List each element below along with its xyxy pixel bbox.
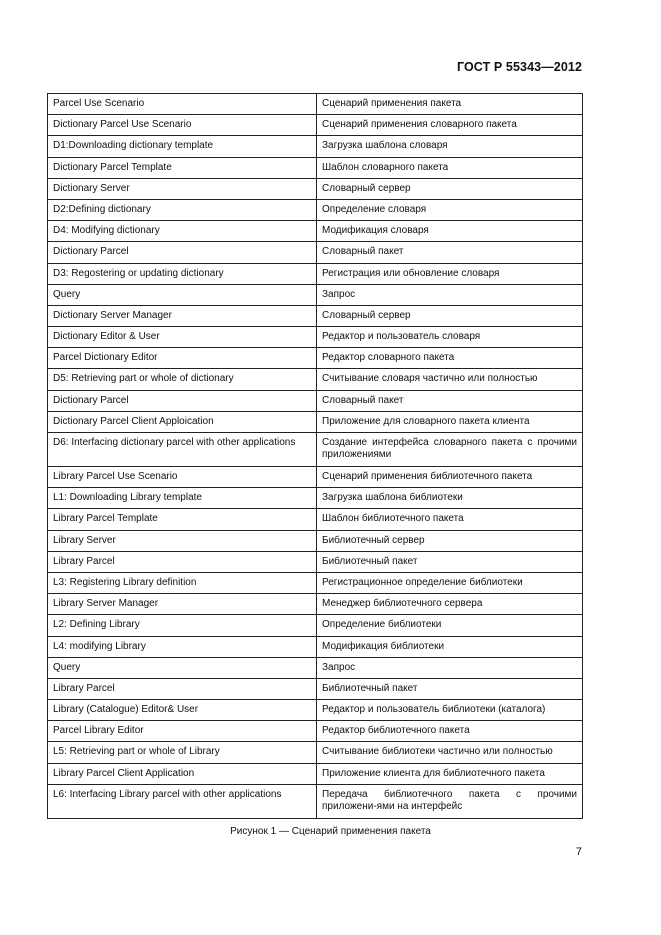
table-row (48, 488, 583, 509)
russian-term: Загрузка шаблона библиотеки (317, 488, 583, 509)
table-row (48, 530, 583, 551)
russian-term: Менеджер библиотечного сервера (317, 594, 583, 615)
page-number: 7 (575, 846, 582, 858)
terms-table (47, 93, 583, 819)
document-header: ГОСТ Р 55343—2012 (456, 60, 582, 74)
table-row (48, 636, 583, 657)
english-term: Query (48, 657, 317, 678)
table-row (48, 199, 583, 220)
english-term: Library Server Manager (48, 594, 317, 615)
russian-term: Редактор словарного пакета (317, 348, 583, 369)
table-row (48, 721, 583, 742)
table-row (48, 284, 583, 305)
table-row (48, 157, 583, 178)
russian-term: Приложение для словарного пакета клиента (317, 411, 583, 432)
russian-term: Передача библиотечного пакета с прочими приложени-ями на интерфейс (317, 784, 583, 818)
russian-term: Шаблон словарного пакета (317, 157, 583, 178)
table-row (48, 509, 583, 530)
russian-term: Загрузка шаблона словаря (317, 136, 583, 157)
english-term: Dictionary Server Manager (48, 305, 317, 326)
english-term: Library Parcel (48, 678, 317, 699)
table-row (48, 411, 583, 432)
english-term: L1: Downloading Library template (48, 488, 317, 509)
russian-term: Создание интерфейса словарного пакета с прочими приложениями (317, 433, 583, 467)
russian-term: Сценарий применения словарного пакета (317, 115, 583, 136)
russian-term: Редактор и пользователь словаря (317, 327, 583, 348)
table-row (48, 594, 583, 615)
table-row (48, 348, 583, 369)
russian-term: Определение библиотеки (317, 615, 583, 636)
table-row (48, 784, 583, 818)
english-term: Dictionary Parcel Template (48, 157, 317, 178)
table-row (48, 178, 583, 199)
table-row (48, 763, 583, 784)
russian-term: Редактор библиотечного пакета (317, 721, 583, 742)
table-row (48, 115, 583, 136)
table-row (48, 136, 583, 157)
table-row (48, 467, 583, 488)
russian-term: Словарный сервер (317, 305, 583, 326)
table-row (48, 263, 583, 284)
english-term: Library Parcel Template (48, 509, 317, 530)
english-term: D3: Regostering or updating dictionary (48, 263, 317, 284)
russian-term: Считывание словаря частично или полностью (317, 369, 583, 390)
english-term: Dictionary Editor & User (48, 327, 317, 348)
table-row (48, 433, 583, 467)
russian-term: Шаблон библиотечного пакета (317, 509, 583, 530)
table-row (48, 305, 583, 326)
english-term: Query (48, 284, 317, 305)
table-row (48, 242, 583, 263)
russian-term: Регистрация или обновление словаря (317, 263, 583, 284)
english-term: D4: Modifying dictionary (48, 221, 317, 242)
table-row (48, 94, 583, 115)
russian-term: Регистрационное определение библиотеки (317, 572, 583, 593)
russian-term: Библиотечный сервер (317, 530, 583, 551)
russian-term: Словарный пакет (317, 242, 583, 263)
table-row (48, 369, 583, 390)
table-row (48, 615, 583, 636)
table-row (48, 221, 583, 242)
russian-term: Словарный сервер (317, 178, 583, 199)
table-row (48, 657, 583, 678)
russian-term: Сценарий применения библиотечного пакета (317, 467, 583, 488)
english-term: D2:Defining dictionary (48, 199, 317, 220)
table-row (48, 742, 583, 763)
english-term: Parcel Library Editor (48, 721, 317, 742)
table-row (48, 390, 583, 411)
english-term: L3: Registering Library definition (48, 572, 317, 593)
english-term: L4: modifying Library (48, 636, 317, 657)
english-term: D1:Downloading dictionary template (48, 136, 317, 157)
english-term: Dictionary Parcel (48, 390, 317, 411)
english-term: L2: Defining Library (48, 615, 317, 636)
russian-term: Запрос (317, 657, 583, 678)
english-term: D5: Retrieving part or whole of dictionary (48, 369, 317, 390)
english-term: D6: Interfacing dictionary parcel with other applications (48, 433, 317, 467)
russian-term: Считывание библиотеки частично или полностью (317, 742, 583, 763)
russian-term: Редактор и пользователь библиотеки (каталога) (317, 700, 583, 721)
russian-term: Библиотечный пакет (317, 551, 583, 572)
english-term: Dictionary Parcel Use Scenario (48, 115, 317, 136)
english-term: Dictionary Server (48, 178, 317, 199)
figure-caption: Рисунок 1 — Сценарий применения пакета (230, 826, 431, 837)
russian-term: Приложение клиента для библиотечного пакета (317, 763, 583, 784)
russian-term: Запрос (317, 284, 583, 305)
russian-term: Модификация библиотеки (317, 636, 583, 657)
english-term: Library Parcel Client Application (48, 763, 317, 784)
russian-term: Определение словаря (317, 199, 583, 220)
table-row (48, 678, 583, 699)
table-row (48, 572, 583, 593)
russian-term: Модификация словаря (317, 221, 583, 242)
english-term: Dictionary Parcel (48, 242, 317, 263)
table-row (48, 327, 583, 348)
english-term: Library Parcel (48, 551, 317, 572)
english-term: Library Parcel Use Scenario (48, 467, 317, 488)
english-term: L6: Interfacing Library parcel with other applications (48, 784, 317, 818)
english-term: Library Server (48, 530, 317, 551)
table-row (48, 551, 583, 572)
english-term: Library (Catalogue) Editor& User (48, 700, 317, 721)
english-term: L5: Retrieving part or whole of Library (48, 742, 317, 763)
english-term: Parcel Use Scenario (48, 94, 317, 115)
russian-term: Сценарий применения пакета (317, 94, 583, 115)
russian-term: Словарный пакет (317, 390, 583, 411)
russian-term: Библиотечный пакет (317, 678, 583, 699)
english-term: Dictionary Parcel Client Apploication (48, 411, 317, 432)
english-term: Parcel Dictionary Editor (48, 348, 317, 369)
table-row (48, 700, 583, 721)
